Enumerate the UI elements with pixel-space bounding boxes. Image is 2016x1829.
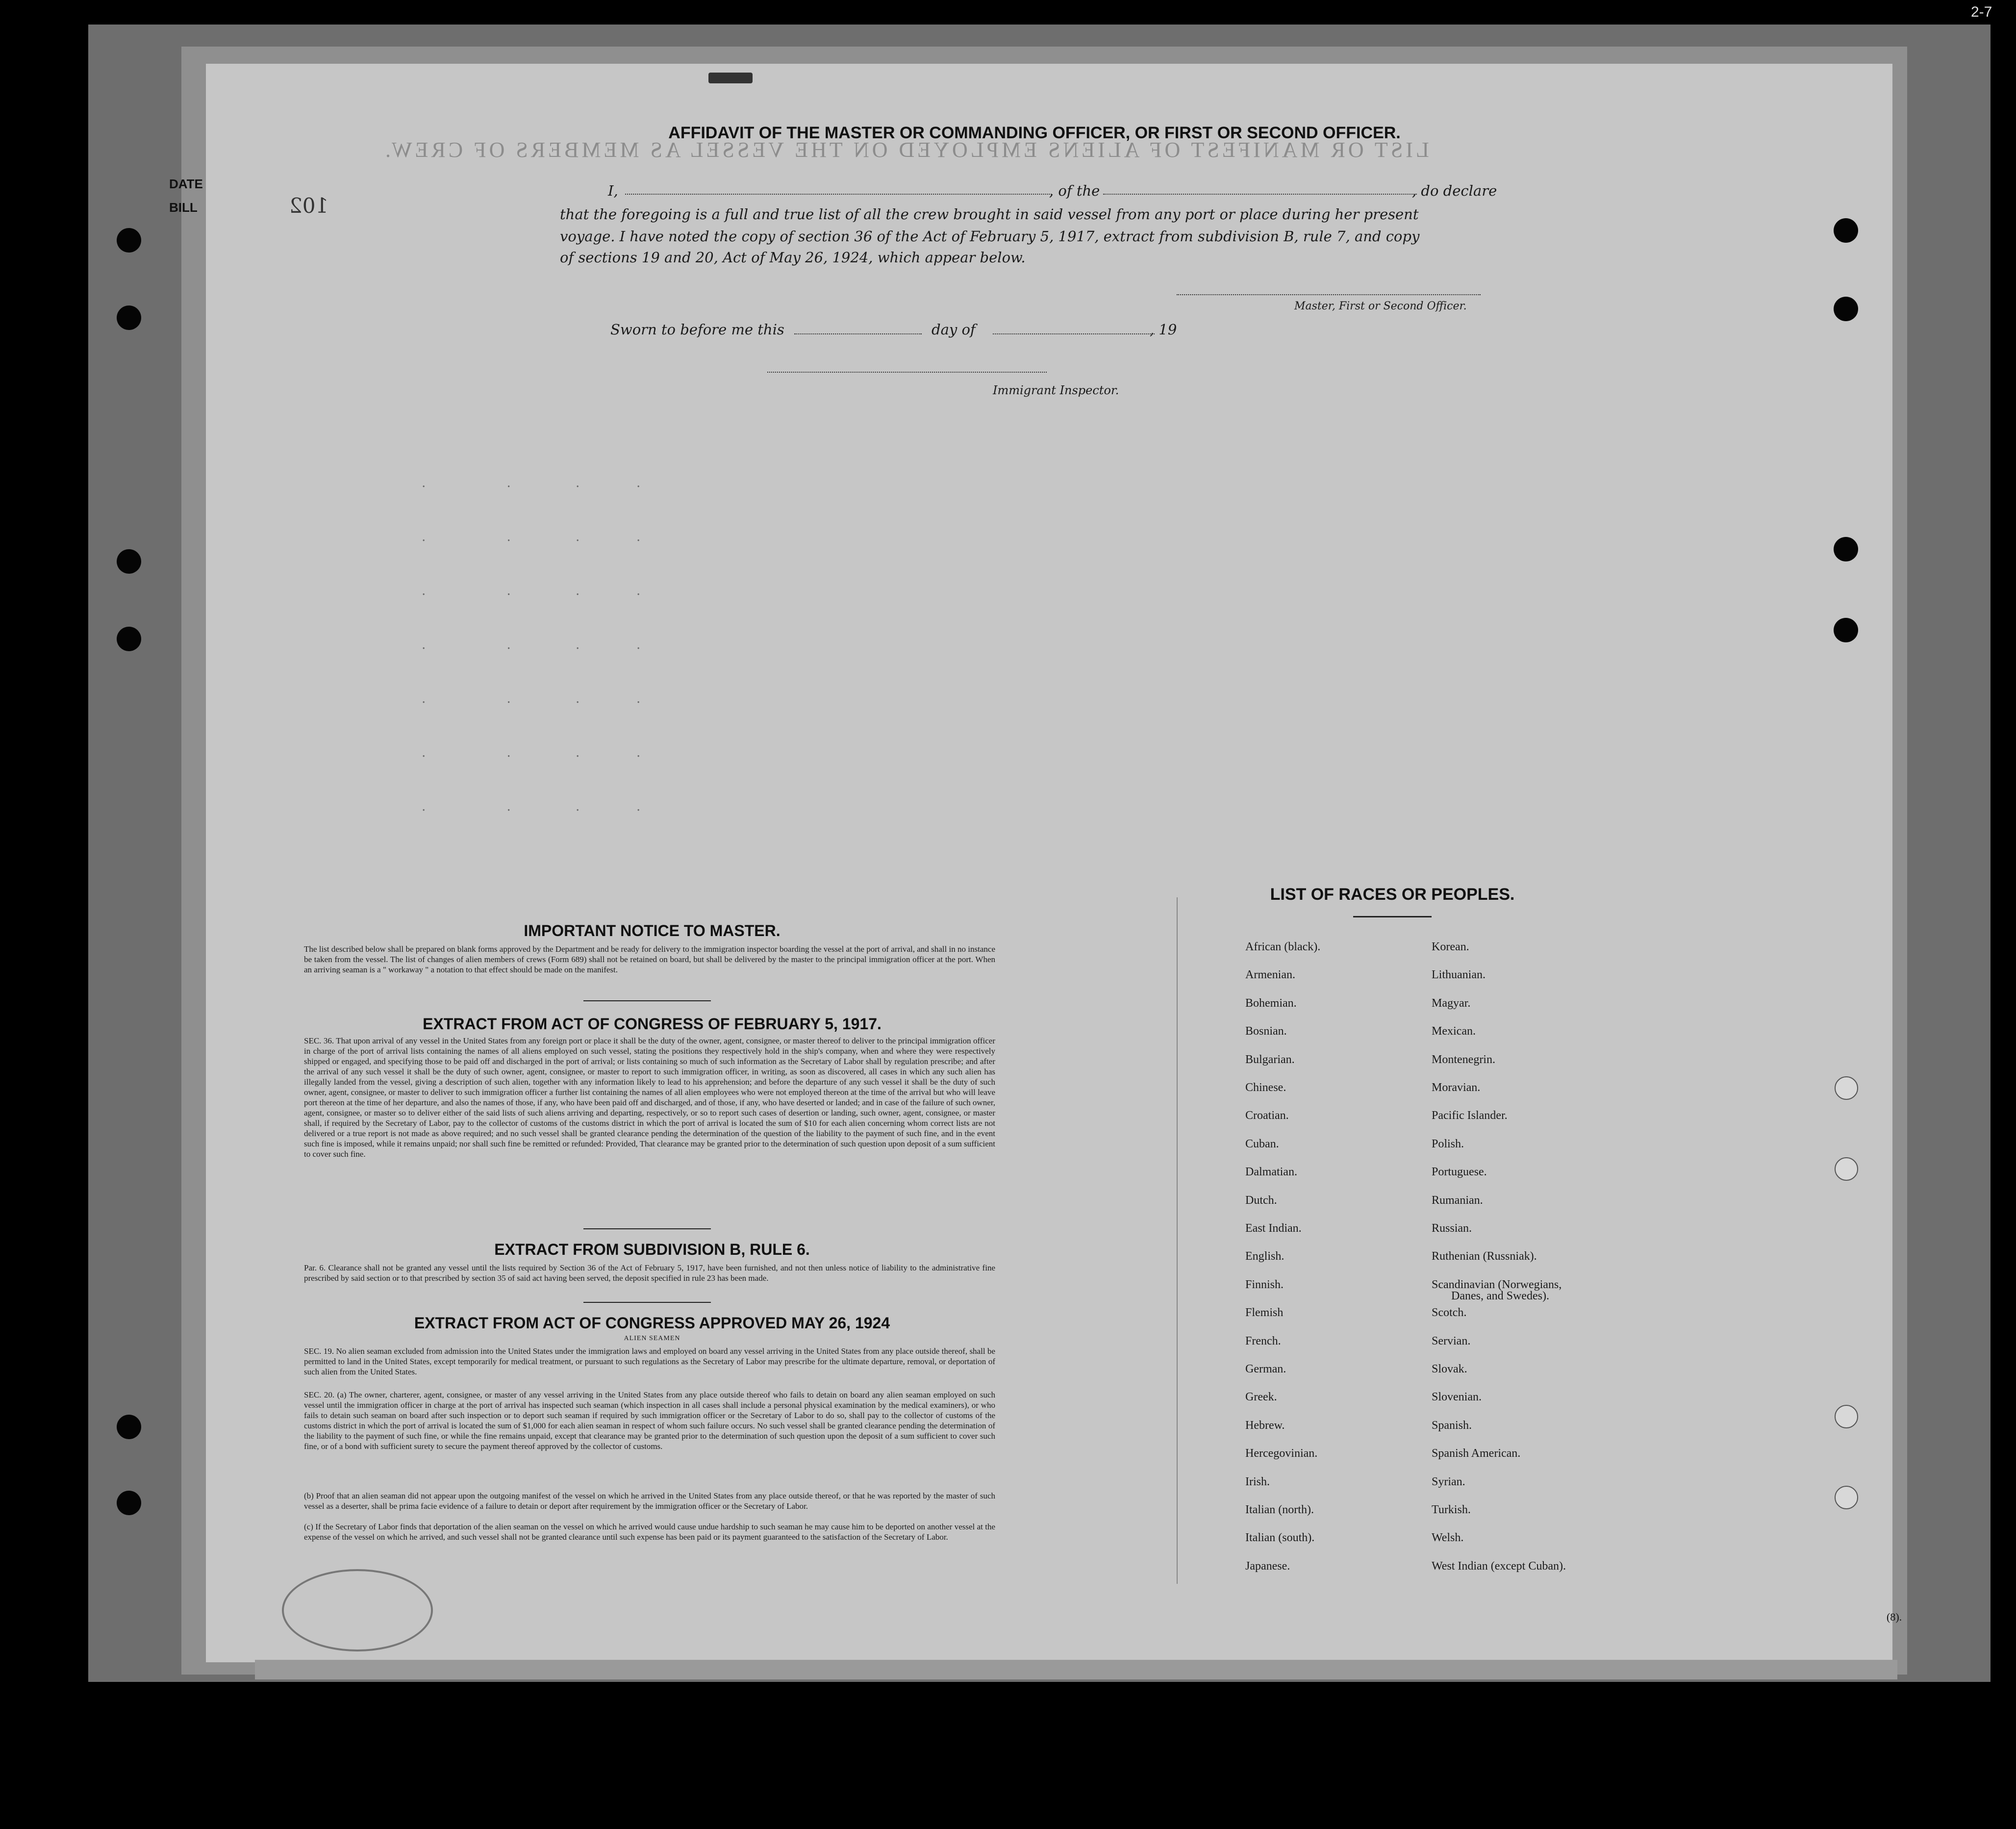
race-right-item: Rumanian. [1432,1194,1483,1207]
binder-hole-r8 [1835,1486,1858,1509]
binder-hole-r3 [1834,537,1858,561]
race-right-item: Turkish. [1432,1503,1471,1516]
binder-hole-r7 [1835,1405,1858,1428]
binder-hole-r4 [1834,618,1858,642]
race-left-item: Bulgarian. [1245,1053,1295,1066]
binder-hole-2 [117,305,141,330]
binder-hole-r5 [1835,1076,1858,1100]
race-left-item: Italian (north). [1245,1503,1314,1516]
race-right-item: Pacific Islander. [1432,1109,1508,1122]
inspector-signature-line [767,372,1047,373]
race-left-item: German. [1245,1363,1286,1375]
race-left-item: Croatian. [1245,1109,1289,1122]
page-edge-strip [255,1660,1897,1679]
corner-mark: 2-7 [1971,4,1992,20]
race-left-item: Finnish. [1245,1278,1284,1291]
oval-stamp [282,1569,433,1651]
binder-hole-r1 [1834,218,1858,243]
extract-rule6-divider [583,1302,711,1303]
race-left-item: East Indian. [1245,1222,1302,1235]
race-right-item: Montenegrin. [1432,1053,1495,1066]
race-right-item: Moravian. [1432,1081,1481,1094]
extract-1924-sec19: SEC. 19. No alien seaman excluded from admission into the United States under the immigration laws and employed on board any vessel arriving in the United States from any place outside thereof, shall be permitted to land in the United States, except temporarily for medical treatment, or pursuant to such regulations as the Secretary of Labor may prescribe for the ultimate departure, removal, or deportation of such alien from the United States. [304,1346,995,1376]
affidavit-line3: voyage. I have noted the copy of section 36 of the Act of February 5, 1917, extract from subdivision B, rule 7, and copy [560,228,1420,245]
extract-rule6-title: EXTRACT FROM SUBDIVISION B, RULE 6. [494,1241,810,1258]
race-right-item: Polish. [1432,1137,1464,1150]
races-title: LIST OF RACES OR PEOPLES. [1270,885,1515,904]
extract-1924-sec20c: (c) If the Secretary of Labor finds that deportation of the alien seaman on the vessel on which he arrived would cause undue hardship to such seaman he may cause him to be deported on another vessel at the expense of the vessel on which he arrived, and such vessel shall not be granted clearance until such expense has been paid or its payment guaranteed to the satisfaction of the Secretary of Labor. [304,1522,995,1542]
race-right-item: Syrian. [1432,1475,1465,1488]
race-right-item: Russian. [1432,1222,1472,1235]
form-number: (8). [1887,1611,1902,1623]
race-right-item: Lithuanian. [1432,968,1486,982]
binder-hole-6 [117,1491,141,1515]
extract-1924-sec20a: SEC. 20. (a) The owner, charterer, agent, consignee, or master of any vessel arriving in the United States from any place outside thereof who fails to detain on board any alien seaman employed on such vessel until the immigration officer in charge at the port of arrival has inspected such seaman (which inspection in all cases shall include a personal physical examination by the medical examiners), or who fails to detain such seaman on board after such inspection or to deport such seaman if required by such immigration officer or the Secretary of Labor to do so, shall pay to the collector of customs of the customs district in which the port of arrival is located the sum of $1,000 for each alien seaman in respect of whom such failure occurs. No such vessel shall be granted clearance pending the determination of the liability to the payment of such fine, or while the fine remains unpaid, except that clearance may be granted prior to the determination of such question upon the deposit of a sum sufficient to cover such fine, or of a bond with sufficient surety to secure the payment thereof approved by the collector of customs. [304,1390,995,1451]
affidavit-vessel-blank [1103,194,1417,195]
sworn-month-blank [993,333,1155,334]
race-left-item: Armenian. [1245,968,1295,982]
race-right-item: Scotch. [1432,1306,1467,1320]
race-right-item: Spanish American. [1432,1447,1521,1460]
affidavit-name-blank [625,194,1052,195]
bleed-dots: . . . . . . . . . . . . . . . . . . . . . . . . . . . . [422,476,641,814]
signature-line [1177,294,1481,295]
race-left-item: Japanese. [1245,1559,1290,1573]
ghost-header: LIST OR MANIFEST OF ALIENS EMPLOYED ON THE VESSEL AS MEMBERS OF CREW. [382,138,1429,162]
binder-hole-1 [117,228,141,253]
notice-divider [583,1000,711,1001]
extract-rule6-body: Par. 6. Clearance shall not be granted any vessel until the lists required by Section 36 of the Act of February 5, 1917, have been furnished, and not then unless notice of liability to the administrative fine prescribed by said section or to that prescribed by section 35 of said act having been served, the deposit specified in rule 23 has been made. [304,1263,995,1283]
race-right-item: Mexican. [1432,1025,1476,1038]
race-right-item: Magyar. [1432,996,1471,1010]
race-right-item: Scandinavian (Norwegians, [1432,1278,1562,1291]
side-label-bill: BILL [169,200,198,215]
race-left-item: Dutch. [1245,1194,1277,1207]
race-left-item: Chinese. [1245,1081,1286,1094]
binder-hole-r6 [1835,1157,1858,1181]
notice-title: IMPORTANT NOTICE TO MASTER. [524,922,781,940]
race-left-item: African (black). [1245,940,1321,953]
race-right-item: Ruthenian (Russniak). [1432,1250,1537,1263]
sworn-day-of: day of [932,321,976,338]
signer-label: Master, First or Second Officer. [1294,300,1467,312]
affidavit-line4: of sections 19 and 20, Act of May 26, 1924, which appear below. [560,249,1026,266]
race-right-item: Spanish. [1432,1419,1472,1432]
extract-1917-body: SEC. 36. That upon arrival of any vessel in the United States from any foreign port or place it shall be the duty of the owner, agent, consignee, or master thereof to deliver to the principal immigration officer in charge of the port of arrival lists containing the names of all aliens employed on such vessel, stating the positions they respectively hold in the ship's company, when and where they were respectively shipped or engaged, and specifying those to be paid off and discharged in the port of arrival; or lists containing so much of such information as the Secretary of Labor shall by regulation prescribe; and after the arrival of any such vessel it shall be the duty of such owner, agent, consignee, or master to report to such immigration officer, in writing, as soon as discovered, all cases in which any such alien has illegally landed from the vessel, giving a description of such alien, together with any information likely to lead to his apprehension; and before the departure of any such vessel it shall be the duty of such owner, agent, consignee, or master to deliver to such immigration officer a further list containing the names of all alien employees who were not employed thereon at the time of the arrival but who will leave port thereon at the time of her departure, and also the names of those, if any, who have been paid off and discharged, and of those, if any, who have deserted or landed; and in case of the failure of such owner, agent, consignee, or master so to deliver either of the said lists of such aliens arriving and departing, respectively, or so to report such cases of desertion or landing, such owner, agent, consignee, or master shall, if required by the Secretary of Labor, pay to the collector of customs of the customs district in which the port of arrival is located the sum of $10 for each alien concerning whom correct lists are not delivered or a true report is not made as above required; and no such vessel shall be granted clearance pending the determination of the question of the liability to the payment of such fine, and in the event such fine is imposed, while it remains unpaid; nor shall such fine be remitted or refunded: Provided, That clearance may be granted prior to the determination of such question upon deposit of a sum sufficient to cover such fine. [304,1036,996,1159]
affidavit-line1-of: , of the [1049,182,1100,199]
extract-1924-sec20b: (b) Proof that an alien seaman did not appear upon the outgoing manifest of the vessel on which he arrived in the United States from any place outside thereof, or that he was reported by the master of such vessel as a deserter, shall be prima facie evidence of a failure to detain or deport after requirement by the immigration officer or the Secretary of Labor. [304,1491,995,1511]
race-right-item: Korean. [1432,940,1469,953]
affidavit-title: AFFIDAVIT OF THE MASTER OR COMMANDING OFFICER, OR FIRST OR SECOND OFFICER. [668,124,1401,142]
race-left-item: Greek. [1245,1391,1277,1404]
extract-1924-subtitle: ALIEN SEAMEN [624,1335,680,1342]
race-left-item: Irish. [1245,1475,1270,1488]
extract-1924-title: EXTRACT FROM ACT OF CONGRESS APPROVED MAY 26, 1924 [414,1314,890,1332]
sworn-label: Sworn to before me this [610,321,784,338]
race-right-item: Welsh. [1432,1531,1464,1545]
race-right-item: Portuguese. [1432,1166,1487,1179]
sworn-year: , 19 [1150,321,1177,338]
race-right-item: Servian. [1432,1334,1471,1347]
binder-hole-5 [117,1415,141,1439]
race-left-item: Bosnian. [1245,1025,1287,1038]
paper-clip [708,73,753,83]
race-left-item: Bohemian. [1245,996,1297,1010]
race-column-rule [1177,897,1178,1584]
race-left-item: English. [1245,1250,1285,1263]
binder-hole-4 [117,627,141,651]
extract-1917-divider [583,1228,711,1229]
race-left-item: Dalmatian. [1245,1166,1297,1179]
race-left-item: Hebrew. [1245,1419,1285,1432]
inspector-label: Immigrant Inspector. [993,383,1119,397]
race-left-item: Italian (south). [1245,1531,1315,1545]
binder-hole-r2 [1834,297,1858,321]
binder-hole-3 [117,549,141,574]
race-left-item: Hercegovinian. [1245,1447,1318,1460]
race-left-item: Flemish [1245,1306,1284,1320]
races-title-underline [1353,916,1432,917]
side-label-date: DATE [169,177,203,191]
race-left-item: Cuban. [1245,1137,1279,1150]
race-right-item: West Indian (except Cuban). [1432,1559,1566,1573]
race-right-item: Slovenian. [1432,1391,1482,1404]
race-right-item: Slovak. [1432,1363,1467,1375]
affidavit-line2: that the foregoing is a full and true list of all the crew brought in said vessel from any port or place during her present [560,206,1419,223]
race-right-continuation: Danes, and Swedes). [1451,1290,1549,1302]
affidavit-line1-i: I, [608,182,618,199]
extract-1917-title: EXTRACT FROM ACT OF CONGRESS OF FEBRUARY 5, 1917. [423,1015,882,1033]
sworn-day-blank [794,333,922,334]
stamp-number: 102 [289,194,329,218]
race-left-item: French. [1245,1334,1281,1347]
notice-body: The list described below shall be prepared on blank forms approved by the Department and be ready for delivery to the immigration inspector boarding the vessel at the port of arrival, and shall in no instance be taken from the vessel. The list of changes of alien members of crews (Form 689) shall not be retained on board, but shall be delivered by the master to the principal immigration officer at the port. When an arriving seaman is a " workaway " a notation to that effect should be made on the manifest. [304,944,995,974]
affidavit-line1-declare: , do declare [1412,182,1497,199]
